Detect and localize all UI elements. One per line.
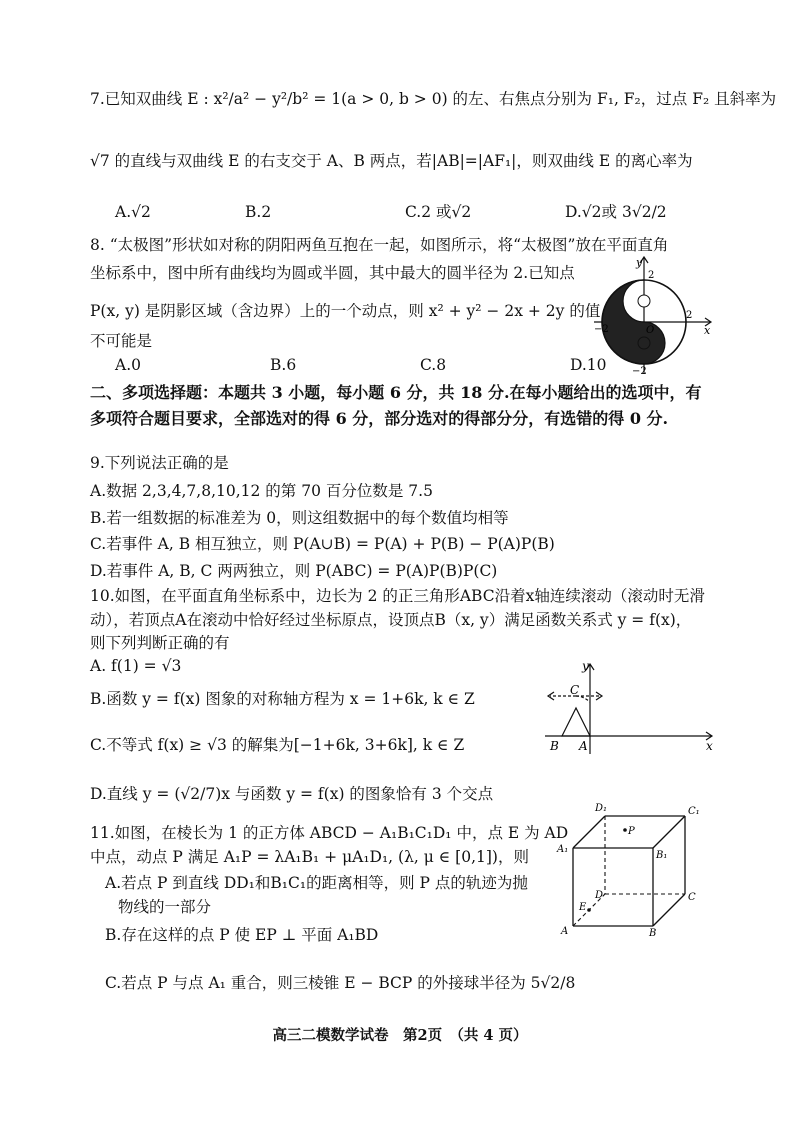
cube-label-c1: C₁ (688, 806, 700, 817)
tri-label-a: A (579, 739, 588, 753)
taiji-small-circle-lower (638, 337, 650, 349)
q11-option-c: C.若点 P 与点 A₁ 重合，则三棱锥 E − BCP 的外接球半径为 5√2/8 (105, 974, 576, 992)
q10-option-b: B.函数 y = f(x) 图象的对称轴方程为 x = 1+6k, k ∈ Z (90, 690, 475, 708)
q11-line2: 中点，动点 P 满足 A₁P = λA₁B₁ + μA₁D₁, (λ, μ ∈ [0,1])，则 (90, 848, 529, 866)
taiji-small-circle-upper (638, 295, 650, 307)
q9-option-b: B.若一组数据的标准差为 0，则这组数据中的每个数值均相等 (90, 509, 509, 527)
taiji-tick-bottom: −2 (632, 366, 647, 377)
taiji-origin: O (646, 325, 655, 336)
cube-label-b1: B₁ (656, 850, 668, 861)
taiji-x-label: x (704, 324, 711, 337)
cube-label-a1: A₁ (557, 844, 569, 855)
cube-label-e: E (579, 902, 587, 913)
q7-option-c: C.2 或√2 (405, 203, 472, 221)
q9-option-a: A.数据 2,3,4,7,8,10,12 的第 70 百分位数是 7.5 (90, 482, 433, 500)
q8-line4: 不可能是 (90, 332, 153, 350)
tri-x-label: x (706, 739, 713, 753)
cube-label-a: A (561, 926, 569, 937)
q9-option-d: D.若事件 A, B, C 两两独立，则 P(ABC) = P(A)P(B)P(C) (90, 562, 498, 580)
q7-line2: √7 的直线与双曲线 E 的右支交于 A、B 两点，若|AB|=|AF₁|，则双曲线 E 的离心率为 (90, 152, 693, 170)
q8-option-a: A.0 (115, 356, 141, 374)
cube-edge-a1d1 (573, 816, 605, 848)
q8-option-b: B.6 (270, 356, 297, 374)
q8-option-d: D.10 (570, 356, 607, 374)
q10-line1: 10.如图，在平面直角坐标系中，边长为 2 的正三角形ABC沿着x轴连续滚动（滚动时无滑 (90, 587, 705, 605)
q8-line1: 8. “太极图”形状如对称的阴阳两鱼互抱在一起，如图所示，将“太极图”放在平面直角 (90, 236, 669, 254)
tri-y-label: y (582, 659, 589, 673)
q7-option-d: D.√2或 3√2/2 (565, 203, 667, 221)
q8-line2: 坐标系中，图中所有曲线均为圆或半圆，其中最大的圆半径为 2.已知点 (90, 264, 575, 282)
triangle-rolling-figure (540, 656, 720, 756)
q8-line3: P(x, y) 是阴影区域（含边界）上的一个动点，则 x² + y² − 2x + 2y 的值 (90, 302, 601, 320)
cube-label-d: D (595, 890, 604, 901)
taiji-y-label: y (636, 256, 643, 269)
q9-option-c: C.若事件 A, B 相互独立，则 P(A∪B) = P(A) + P(B) − P(A)P(B) (90, 535, 555, 553)
taiji-tick-top: 2 (648, 270, 655, 281)
q10-line2: 动），若顶点A在滚动中恰好经过坐标原点，设顶点B（x, y）满足函数关系式 y = f(x)， (90, 611, 692, 629)
tri-label-c: C (570, 683, 580, 697)
cube-label-d1: D₁ (595, 803, 608, 814)
q11-line1: 11.如图，在棱长为 1 的正方体 ABCD − A₁B₁C₁D₁ 中，点 E 为 AD (90, 824, 569, 842)
q7-option-b: B.2 (245, 203, 272, 221)
q10-option-c: C.不等式 f(x) ≥ √3 的解集为[−1+6k, 3+6k], k ∈ Z (90, 736, 465, 754)
q7-line1: 7.已知双曲线 E : x²/a² − y²/b² = 1(a > 0, b > 0) 的左、右焦点分别为 F₁, F₂，过点 F₂ 且斜率为 (90, 90, 777, 108)
q11-option-b: B.存在这样的点 P 使 EP ⊥ 平面 A₁BD (105, 926, 379, 944)
q9-stem: 9.下列说法正确的是 (90, 454, 229, 472)
q10-option-a: A. f(1) = √3 (90, 657, 182, 675)
cube-figure (555, 798, 715, 938)
q8-option-c: C.8 (420, 356, 447, 374)
cube-edge-b1c1 (653, 816, 685, 848)
cube-label-c: C (688, 892, 696, 903)
q10-option-d: D.直线 y = (√2/7)x 与函数 y = f(x) 的图象恰有 3 个交点 (90, 785, 494, 803)
cube-edge-bc (653, 894, 685, 926)
q7-options (115, 200, 715, 222)
taiji-tick-right: 2 (686, 310, 693, 321)
q7-option-a: A.√2 (115, 203, 151, 221)
tri-label-b: B (550, 739, 559, 753)
cube-point-e (587, 908, 591, 912)
q10-line3: 则下列判断正确的有 (90, 634, 230, 652)
cube-label-p: P (628, 826, 635, 837)
q11-option-a: A.若点 P 到直线 DD₁和B₁C₁的距离相等，则 P 点的轨迹为抛 (105, 874, 528, 892)
cube-label-b: B (649, 928, 657, 938)
section2-heading: 二、多项选择题：本题共 3 小题，每小题 6 分，共 18 分.在每小题给出的选项中，有多项符合题目要求，全部选对的得 6 分，部分选对的得部分分，有选错的得 0 分. (90, 383, 702, 428)
triangle-abc (562, 708, 590, 736)
cube-point-p (623, 828, 627, 832)
q11-option-a-cont: 物线的一部分 (118, 898, 212, 916)
taiji-tick-left: −2 (594, 324, 609, 335)
page-footer: 高三二模数学试卷 第2页 （共 4 页） (272, 1027, 528, 1044)
taiji-figure (592, 254, 716, 378)
